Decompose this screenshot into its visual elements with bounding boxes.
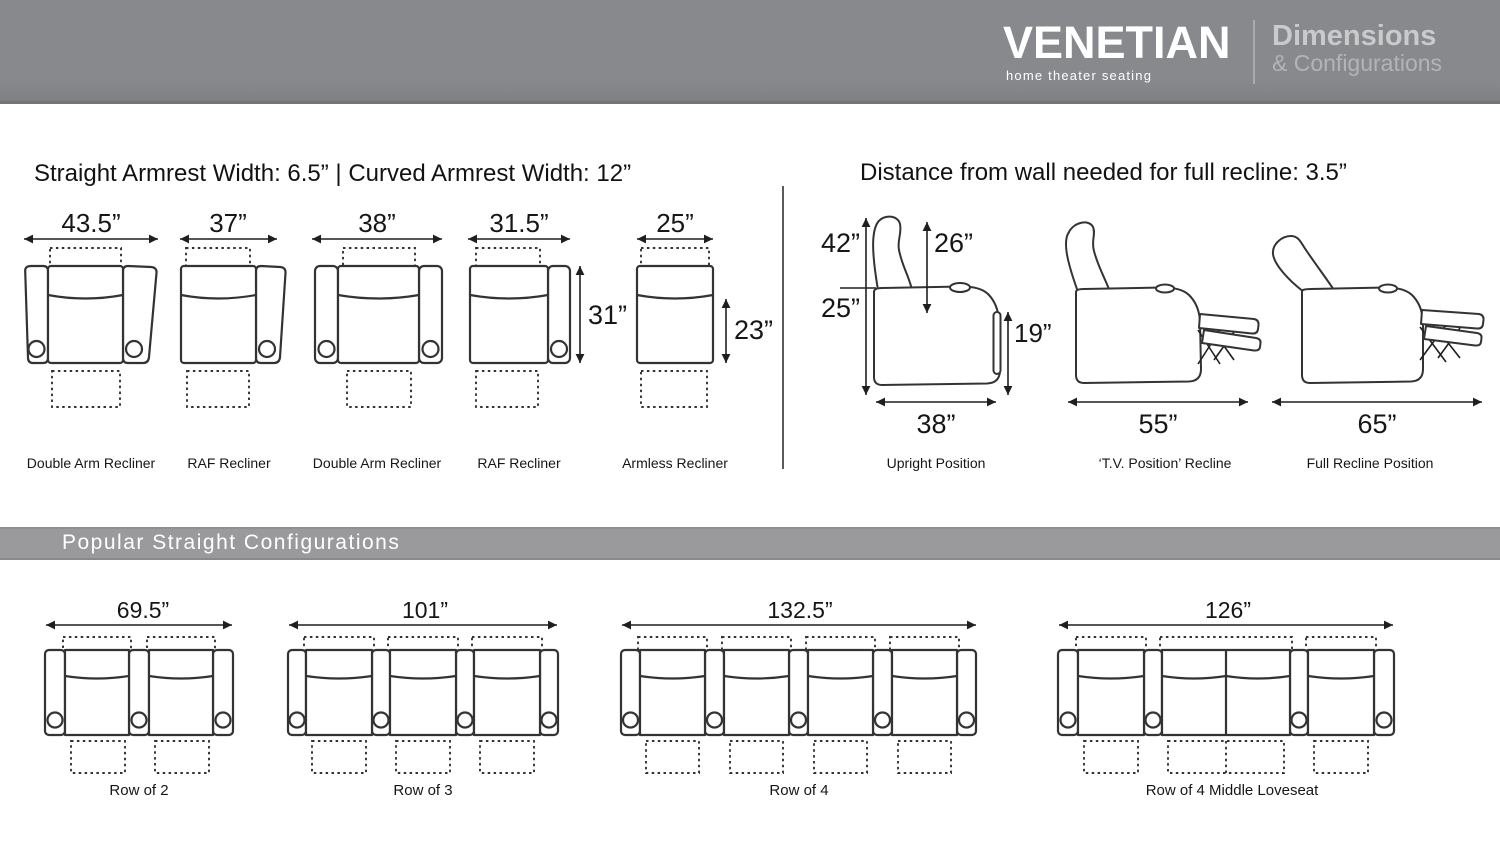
backrest: [1273, 236, 1336, 292]
header-bar: [0, 0, 1500, 104]
chair-top-view-double-arm-curved: [21, 208, 161, 408]
chair-top-view-raf-straight: [466, 208, 628, 408]
dim-row-width: 69.5”: [116, 597, 170, 623]
footrest-outline: [1084, 741, 1138, 773]
cupholder-side: [950, 283, 970, 292]
backrest: [1066, 222, 1110, 292]
seat: [1078, 650, 1144, 735]
chair-body: [1302, 288, 1423, 384]
cupholder: [374, 713, 389, 728]
cupholder-side: [1156, 285, 1174, 293]
seat: [65, 650, 129, 735]
dim-row-width: 126”: [1204, 597, 1252, 623]
row-label: Row of 2: [109, 782, 169, 799]
seat: [149, 650, 213, 735]
footrest-outline: [396, 741, 450, 773]
cupholder: [1292, 713, 1307, 728]
cupholder: [875, 713, 890, 728]
chair-label: Armless Recliner: [622, 455, 728, 471]
chair-label: RAF Recliner: [477, 455, 561, 471]
section-divider-line: [782, 186, 784, 469]
cupholder: [319, 341, 335, 357]
cupholder: [458, 713, 473, 728]
footrest-outline: [312, 741, 366, 773]
dim-seat-depth: 23”: [734, 315, 774, 345]
front-panel: [994, 312, 1001, 374]
cupholder: [48, 713, 63, 728]
configurations-band-title: Popular Straight Configurations: [62, 531, 401, 554]
cupholder: [259, 341, 275, 357]
cupholder: [1061, 713, 1076, 728]
dim-overall-height: 42”: [820, 228, 860, 258]
cupholder: [1146, 713, 1161, 728]
cupholder-side: [1379, 285, 1397, 293]
seat: [808, 650, 873, 735]
doc-title-line2: & Configurations: [1272, 50, 1443, 76]
row-of-4-middle-loveseat-diagram: [1057, 588, 1395, 778]
cupholder: [959, 713, 974, 728]
footrest-outline: [814, 741, 867, 773]
position-label: ‘T.V. Position’ Recline: [1098, 455, 1232, 471]
dim-overall-depth: 31”: [588, 300, 628, 330]
header-divider: [1253, 20, 1255, 84]
chair-body: [1076, 288, 1201, 384]
cupholder: [542, 713, 557, 728]
backrest: [873, 217, 912, 290]
seat: [338, 266, 419, 363]
cupholder: [1377, 713, 1392, 728]
dim-width: 43.5”: [61, 208, 121, 238]
dim-depth: 55”: [1138, 409, 1178, 439]
seat: [181, 266, 256, 363]
cupholder: [290, 713, 305, 728]
seat: [892, 650, 957, 735]
seat: [474, 650, 540, 735]
seat: [390, 650, 456, 735]
seat: [640, 650, 705, 735]
footrest-outline: [641, 371, 707, 407]
row-label: Row of 4: [769, 782, 829, 799]
seat: [1308, 650, 1374, 735]
footrest-outline: [1314, 741, 1368, 773]
dim-width: 38”: [358, 208, 396, 238]
dim-arm-height: 25”: [820, 293, 860, 323]
dim-width: 37”: [209, 208, 247, 238]
dim-depth: 65”: [1357, 409, 1397, 439]
footrest-outline: [155, 741, 209, 773]
chair-top-view-double-arm-straight: [309, 208, 445, 408]
seat: [48, 266, 123, 363]
cupholder: [132, 713, 147, 728]
position-label: Full Recline Position: [1306, 455, 1434, 471]
doc-title-line1: Dimensions: [1272, 20, 1437, 52]
seat: [724, 650, 789, 735]
position-label: Upright Position: [886, 455, 986, 471]
row-of-4-diagram: [620, 588, 978, 778]
footrest-outline: [476, 371, 538, 407]
dim-width: 25”: [656, 208, 694, 238]
cupholder: [791, 713, 806, 728]
seat: [306, 650, 372, 735]
dim-row-width: 101”: [401, 597, 449, 623]
footrest-outline: [347, 371, 411, 407]
footrest-outline: [71, 741, 125, 773]
brand-logo: VENETIAN: [1003, 17, 1231, 68]
seat: [470, 266, 548, 363]
cupholder: [29, 341, 45, 357]
recliner-side-full-recline: [1268, 212, 1488, 444]
footrest-outline: [646, 741, 699, 773]
footrest-outline: [52, 371, 120, 407]
cupholder: [423, 341, 439, 357]
dim-front-height: 19”: [1014, 318, 1052, 348]
dim-back-height: 26”: [934, 228, 974, 258]
brand-tagline: home theater seating: [1006, 68, 1153, 83]
chair-top-view-armless: [634, 208, 774, 408]
seat: [637, 266, 713, 363]
cupholder: [551, 341, 567, 357]
cupholder: [126, 341, 142, 357]
chair-label: RAF Recliner: [187, 455, 271, 471]
footrest-outline: [480, 741, 534, 773]
chair-top-view-raf-curved: [177, 208, 289, 408]
recliner-side-tv-position: [1058, 212, 1258, 444]
cupholder: [623, 713, 638, 728]
chair-label: Double Arm Recliner: [26, 455, 156, 471]
footrest-outline: [730, 741, 783, 773]
footrest-outline: [187, 371, 249, 407]
footrest-outline: [898, 741, 951, 773]
row-label: Row of 4 Middle Loveseat: [1145, 782, 1319, 799]
row-of-3-diagram: [287, 588, 559, 778]
recliner-side-upright: [810, 212, 1055, 444]
footrest-outline: [1168, 741, 1284, 773]
cupholder: [707, 713, 722, 728]
dim-row-width: 132.5”: [767, 597, 833, 623]
chair-body: [874, 287, 1000, 386]
row-of-2-diagram: [44, 588, 234, 778]
wall-distance-heading: Distance from wall needed for full recline: 3.5”: [860, 159, 1347, 186]
cupholder: [216, 713, 231, 728]
armrest-width-heading: Straight Armrest Width: 6.5” | Curved Armrest Width: 12”: [34, 160, 632, 187]
dim-depth: 38”: [916, 409, 956, 439]
row-label: Row of 3: [393, 782, 453, 799]
dim-width: 31.5”: [489, 208, 549, 238]
chair-label: Double Arm Recliner: [312, 455, 442, 471]
